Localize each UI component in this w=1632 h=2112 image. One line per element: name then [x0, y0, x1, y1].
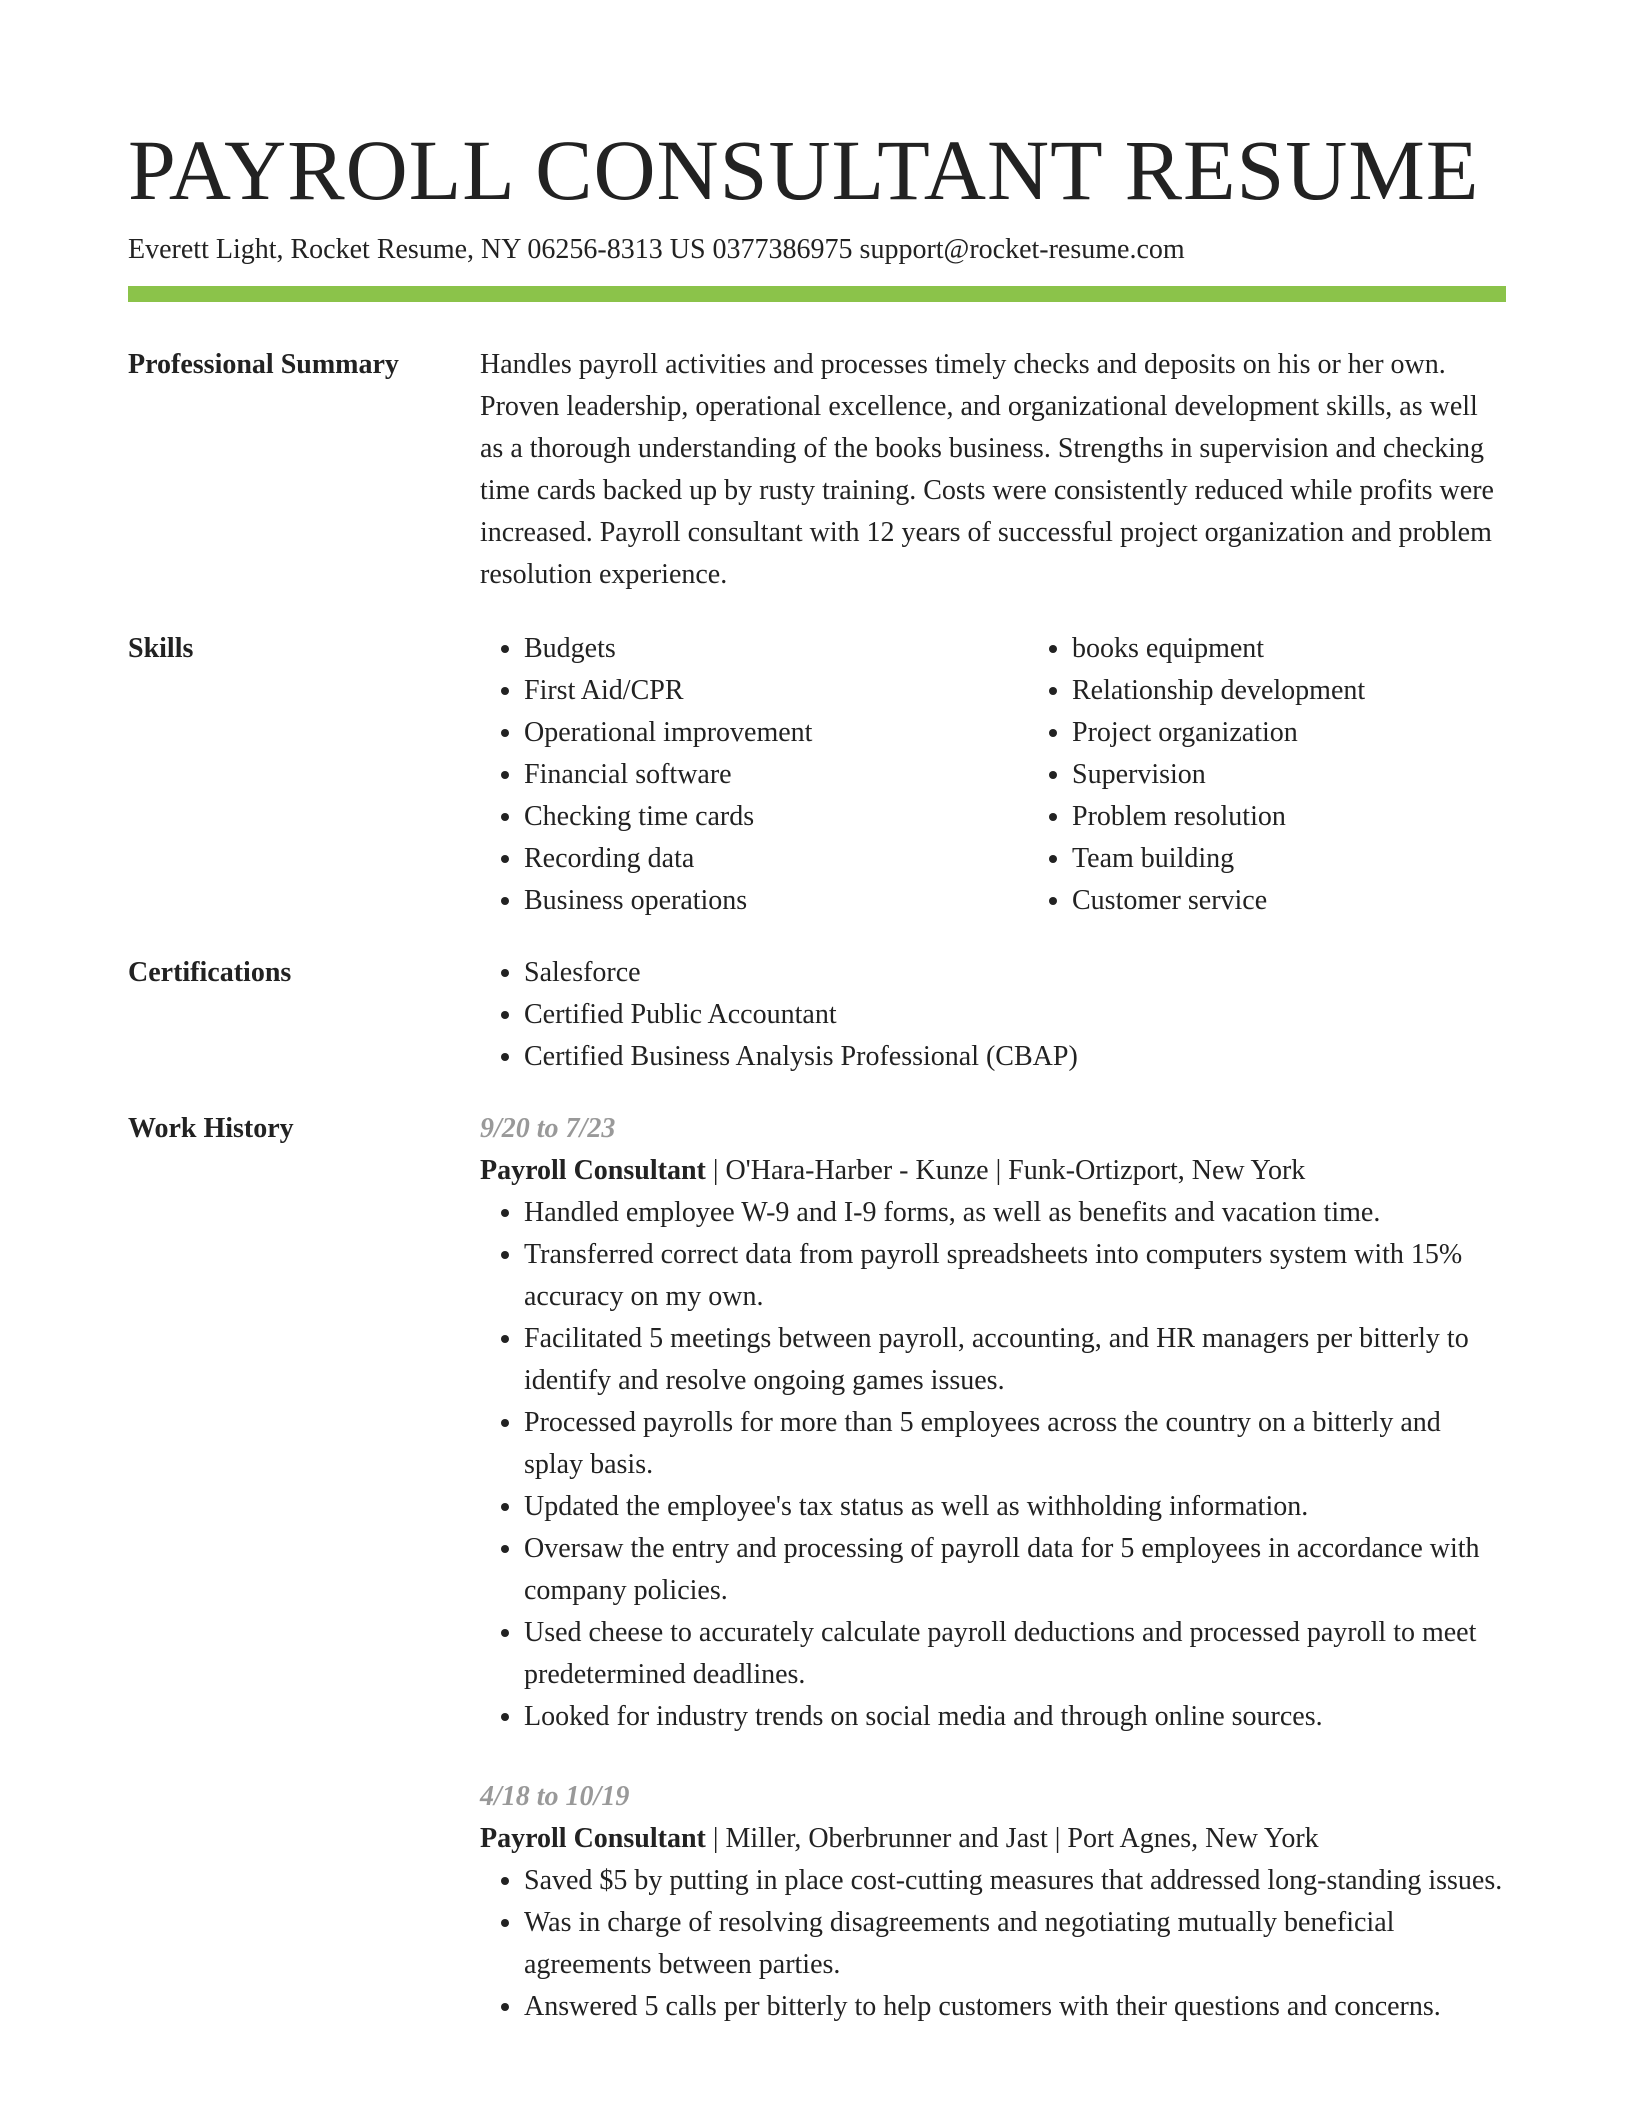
- skill-item: • First Aid/CPR: [524, 670, 1028, 712]
- job-bullet: • Was in charge of resolving disagreements and negotiating mutually beneficial agreements between parties.: [524, 1902, 1506, 1986]
- certifications-body: [480, 952, 1506, 1078]
- section-label-summary: Professional Summary: [128, 349, 399, 380]
- skill-item: • Customer service: [1072, 880, 1576, 922]
- skill-item: • Recording data: [524, 838, 1028, 880]
- skill-item: • Budgets: [524, 628, 1028, 670]
- job-bullet: • Used cheese to accurately calculate payroll deductions and processed payroll to meet predetermined deadlines.: [524, 1612, 1506, 1696]
- job-company-location: | O'Hara-Harber - Kunze | Funk-Ortizport, New York: [705, 1155, 1306, 1186]
- job-bullet: • Updated the employee's tax status as well as withholding information.: [524, 1486, 1506, 1528]
- certifications-list: [480, 952, 1506, 1078]
- skill-item: • Problem resolution: [1072, 796, 1576, 838]
- summary-text: Handles payroll activities and processes timely checks and deposits on his or her own. Proven leadership, operational excellence, and organizational development skills, as well as a thorough understanding of the books business. Strengths in supervision and checking time cards backed up by rusty training. Costs were consistently reduced while profits were increased. Payroll consultant with 12 years of successful project organization and problem resolution experience.: [480, 349, 1494, 590]
- skill-item: • Project organization: [1072, 712, 1576, 754]
- section-label-certifications: Certifications: [128, 957, 292, 988]
- header-divider: [128, 286, 1506, 302]
- job-bullet: • Looked for industry trends on social media and through online sources.: [524, 1696, 1506, 1738]
- work-history-body: [480, 1108, 1506, 2028]
- skill-item: • Relationship development: [1072, 670, 1576, 712]
- skill-item: • Financial software: [524, 754, 1028, 796]
- summary-body: [480, 344, 1506, 596]
- job-bullet: • Handled employee W-9 and I-9 forms, as well as benefits and vacation time.: [524, 1192, 1506, 1234]
- job-heading: [480, 1818, 1506, 1860]
- job-company-location: | Miller, Oberbrunner and Jast | Port Agnes, New York: [705, 1823, 1319, 1854]
- skills-columns: [480, 628, 1506, 922]
- job-entry: [480, 1776, 1506, 2028]
- section-label-skills: Skills: [128, 633, 194, 664]
- contact-line: Everett Light, Rocket Resume, NY 06256-8313 US 0377386975 support@rocket-resume.com: [128, 234, 1185, 265]
- skills-list-left: [480, 628, 1028, 922]
- certification-item: • Salesforce: [524, 952, 1506, 994]
- job-role: Payroll Consultant: [480, 1155, 706, 1186]
- page-title: PAYROLL CONSULTANT RESUME: [128, 122, 1480, 218]
- skill-item: • Business operations: [524, 880, 1028, 922]
- job-entry: [480, 1108, 1506, 1738]
- job-heading: [480, 1150, 1506, 1192]
- skill-item: • Supervision: [1072, 754, 1576, 796]
- skill-item: • Team building: [1072, 838, 1576, 880]
- job-bullet: • Processed payrolls for more than 5 employees across the country on a bitterly and splay basis.: [524, 1402, 1506, 1486]
- job-bullet: • Saved $5 by putting in place cost-cutting measures that addressed long-standing issues.: [524, 1860, 1506, 1902]
- job-date: 9/20 to 7/23: [480, 1113, 616, 1144]
- skills-list-right: [1028, 628, 1576, 922]
- skill-item: • books equipment: [1072, 628, 1576, 670]
- section-label-work-history: Work History: [128, 1113, 294, 1144]
- certification-item: • Certified Public Accountant: [524, 994, 1506, 1036]
- job-date: 4/18 to 10/19: [480, 1781, 630, 1812]
- job-bullet: • Oversaw the entry and processing of payroll data for 5 employees in accordance with company policies.: [524, 1528, 1506, 1612]
- skill-item: • Checking time cards: [524, 796, 1028, 838]
- job-bullet: • Answered 5 calls per bitterly to help customers with their questions and concerns.: [524, 1986, 1506, 2028]
- certification-item: • Certified Business Analysis Professional (CBAP): [524, 1036, 1506, 1078]
- skill-item: • Operational improvement: [524, 712, 1028, 754]
- job-bullet: • Facilitated 5 meetings between payroll, accounting, and HR managers per bitterly to identify and resolve ongoing games issues.: [524, 1318, 1506, 1402]
- job-role: Payroll Consultant: [480, 1823, 706, 1854]
- job-bullet: • Transferred correct data from payroll spreadsheets into computers system with 15% accuracy on my own.: [524, 1234, 1506, 1318]
- job-bullets: [480, 1860, 1506, 2028]
- job-bullets: [480, 1192, 1506, 1738]
